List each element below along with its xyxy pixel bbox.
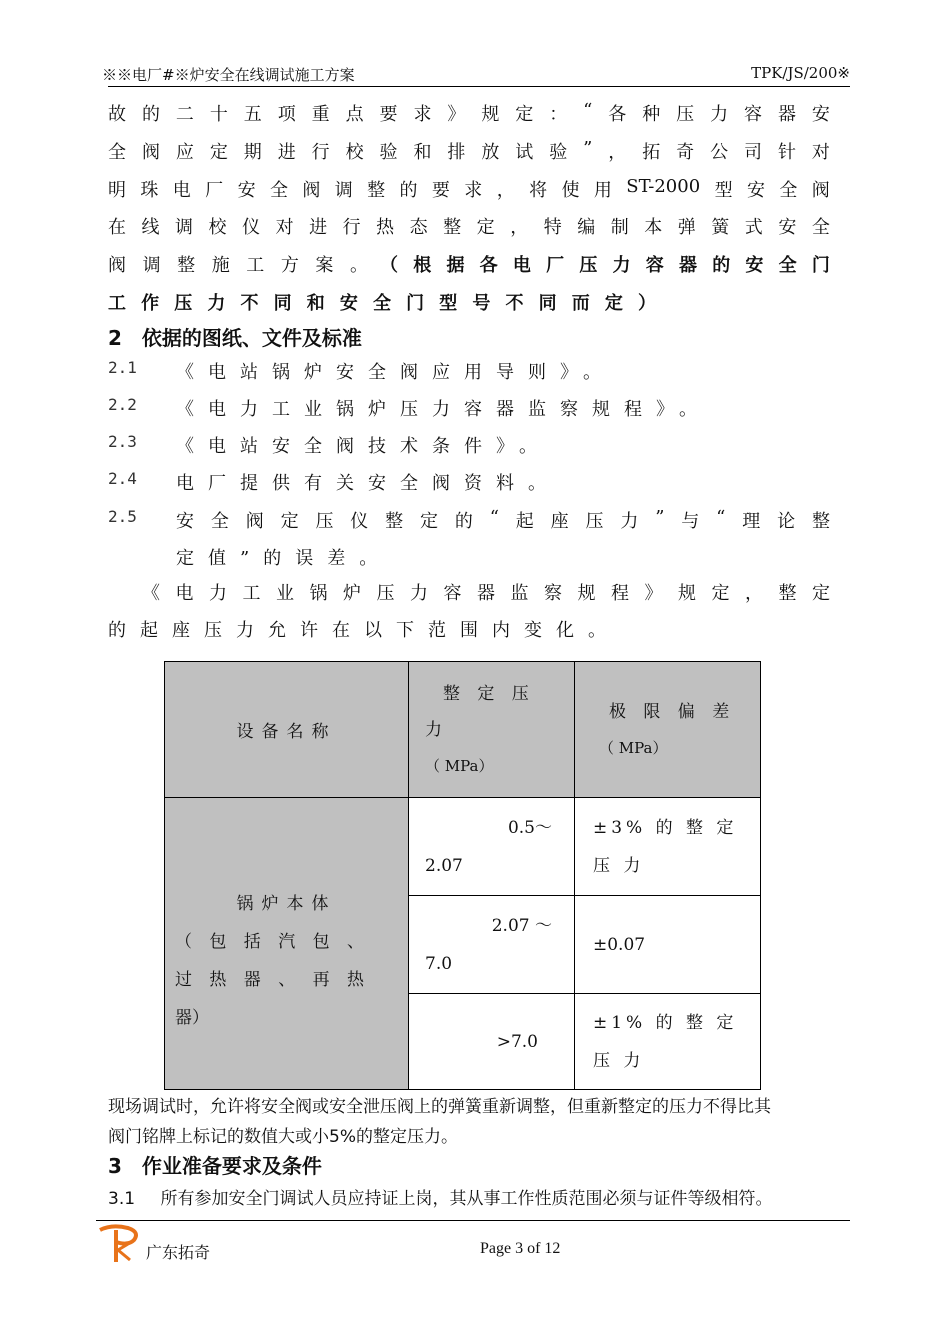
- section-2-heading: 2 依据的图纸、文件及标准: [108, 326, 362, 350]
- header-device-name: 设备名称: [165, 662, 409, 798]
- para1-line-4: 在 线 调 校 仪 对 进 行 热 态 整 定 ， 特 编 制 本 弹 簧 式 安 全: [108, 217, 830, 238]
- note-line-2: 阀门铭牌上标记的数值大或小5%的整定压力。: [108, 1127, 458, 1147]
- item-number: 2.4: [108, 469, 137, 488]
- pressure-cell: >7.0: [409, 994, 575, 1090]
- para1-line-5: [108, 251, 830, 277]
- para1-bold-line: 工 作 压 力 不 同 和 安 全 门 型 号 不 同 而 定 ）: [108, 293, 656, 314]
- section-3-heading: 3 作业准备要求及条件: [108, 1154, 322, 1178]
- deviation-cell: ±1% 的 整 定 压 力: [575, 994, 761, 1090]
- item-text: 所有参加安全门调试人员应持证上岗，其从事工作性质范围必须与证件等级相符。: [160, 1189, 773, 1209]
- para1-line5-bold: （ 根 据 各 电 厂 压 力 容 器 的 安 全 门: [380, 255, 830, 276]
- item-number: 2.1: [108, 358, 137, 377]
- item-3-1: [108, 1184, 772, 1209]
- item-text: 《电站安全阀技术条件》。: [176, 436, 551, 457]
- item-text: 安 全 阀 定 压 仪 整 定 的 “ 起 座 压 力 ” 与 “ 理 论 整: [176, 507, 830, 532]
- item-number: 3.1: [108, 1189, 136, 1209]
- footer-page-number: Page 3 of 12: [480, 1240, 561, 1257]
- item-number: 2.2: [108, 395, 137, 414]
- para2-line-1: 《 电 力 工 业 锅 炉 压 力 容 器 监 察 规 程 》 规 定 ， 整 定: [142, 583, 830, 604]
- para1-line5-normal: 阀 调 整 施 工 方 案 。: [108, 255, 368, 276]
- item-text: 电厂提供有关安全阀资料。: [176, 473, 560, 494]
- header-title: ※※电厂#※炉安全在线调试施工方案: [102, 66, 355, 84]
- item-2-5-continued: [176, 544, 391, 570]
- header-limit-deviation: 极 限 偏 差 （ MPa）: [575, 662, 761, 798]
- para1-line-2: 全 阀 应 定 期 进 行 校 验 和 排 放 试 验 ” ， 拓 奇 公 司 针 对: [108, 138, 830, 163]
- item-text: 《电力工业锅炉压力容器监察规程》。: [176, 399, 711, 420]
- company-logo-icon: [98, 1224, 142, 1268]
- note-line-1: 现场调试时，允许将安全阀或安全泄压阀上的弹簧重新调整，但重新整定的压力不得比其: [108, 1097, 771, 1117]
- footer-company: 广东拓奇: [146, 1243, 211, 1262]
- page-header: [102, 62, 850, 87]
- pressure-cell: 2.07 ～ 7.0: [409, 896, 575, 994]
- header-set-pressure: 整 定 压 力 （ MPa）: [409, 662, 575, 798]
- deviation-cell: ±0.07: [575, 896, 761, 994]
- pressure-cell: 0.5～ 2.07: [409, 798, 575, 896]
- para1-line-3: 明 珠 电 厂 安 全 阀 调 整 的 要 求 ， 将 使 用 ST-2000 型 安 全 阀: [108, 176, 830, 201]
- item-text: 《电站锅炉安全阀应用导则》。: [176, 362, 615, 383]
- device-boiler-body: 锅炉本体 （ 包 括 汽 包 、 过 热 器 、 再 热 器）: [165, 798, 409, 1090]
- footer-rule: [96, 1220, 850, 1221]
- para1-line-1: 故 的 二 十 五 项 重 点 要 求 》 规 定 ： “ 各 种 压 力 容 器 安: [108, 100, 830, 125]
- item-number: 2.5: [108, 507, 137, 526]
- item-number: 2.3: [108, 432, 137, 451]
- deviation-cell: ±3% 的 整 定 压 力: [575, 798, 761, 896]
- pressure-tolerance-table: [164, 661, 761, 1090]
- header-doc-code: TPK/JS/200※: [751, 64, 850, 82]
- item-text: 定值”的误差。: [176, 548, 392, 569]
- para2-line-2: 的起座压力允许在以下范围内变化。: [108, 620, 620, 641]
